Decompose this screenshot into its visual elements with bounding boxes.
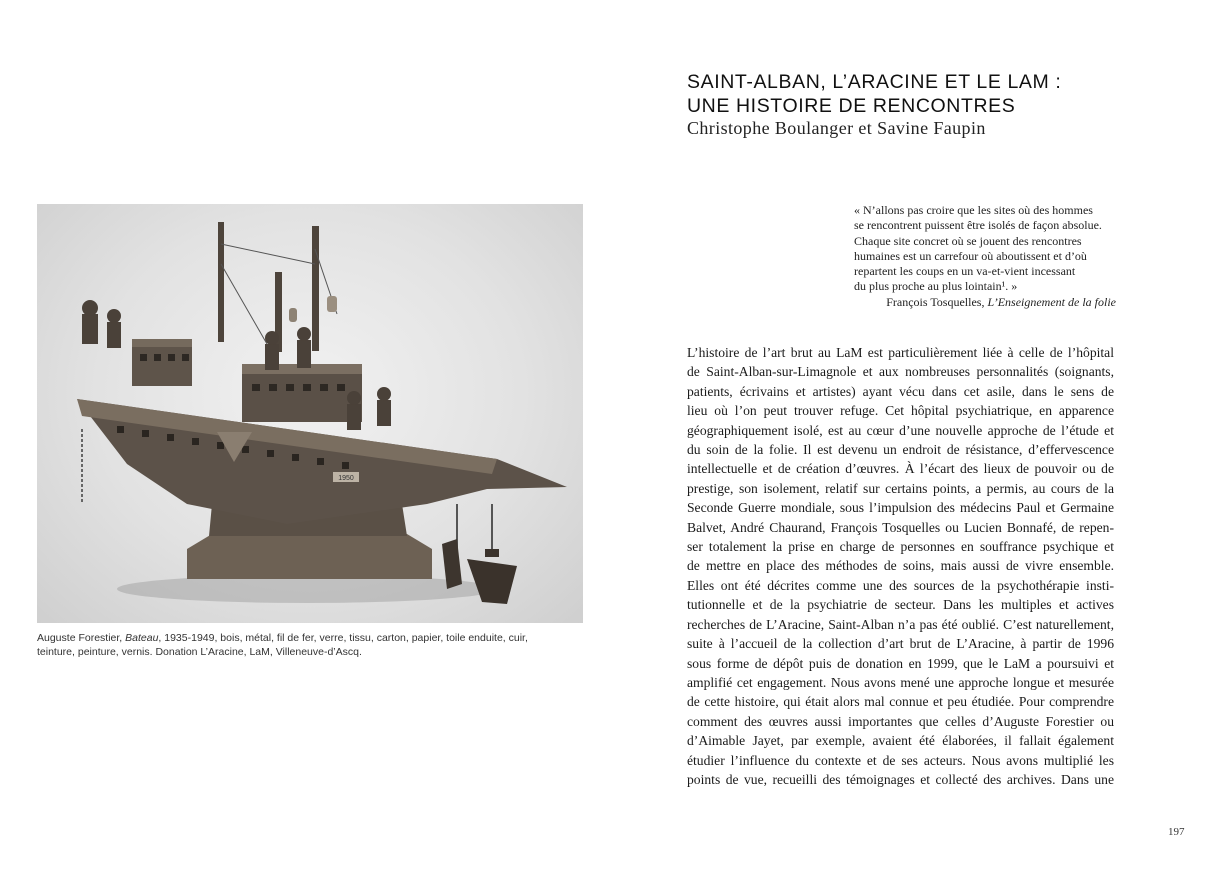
body-line: du soin de la folie. Il est devenu un endroit de résistance, d’effervescence xyxy=(687,442,1114,458)
body-line: patients, écrivains et artistes) ayant vécu dans cet asile, dans le sens de xyxy=(687,383,1114,399)
body-line: L’histoire de l’art brut au LaM est particulièrement liée à celle de l’hôpital xyxy=(687,345,1114,360)
epigraph-line: « N’allons pas croire que les sites où des hommes xyxy=(854,203,1093,217)
body-line: de mettre en place des méthodes de soins, mais aussi de vivre ensemble. xyxy=(687,558,1114,574)
epigraph-source: L’Enseignement de la folie xyxy=(987,294,1116,309)
body-line: lieu où l’on peut trouver refuge. Cet hôpital psychiatrique, en apparence xyxy=(687,403,1114,419)
title-line-2: UNE HISTOIRE DE RENCONTRES xyxy=(687,95,1016,117)
body-line: recherches de L’Aracine, Saint-Alban n’a pas été oublié. C’est naturellement, xyxy=(687,616,1114,632)
epigraph-author: François Tosquelles, xyxy=(886,294,988,309)
body-line: tutionnelle et de la psychiatrie de secteur. Dans les multiples et actives xyxy=(687,597,1114,613)
body-line: Seconde Guerre mondiale, sous l’impulsion des médecins Paul et Germaine xyxy=(687,500,1114,516)
body-line: de cette histoire, qui était alors mal connue et peu étudiée. Pour comprendre xyxy=(687,694,1114,710)
article-title xyxy=(687,70,1167,118)
caption-materials: , 1935-1949, bois, métal, fil de fer, verre, tissu, carton, papier, toile enduite, cuir, xyxy=(158,632,528,644)
body-line: amplifié cet engagement. Nous avons mené une approche longue et mesurée xyxy=(687,674,1114,690)
body-line: sous forme de dépôt puis de donation en 1999, que le LaM a poursuivi et xyxy=(687,655,1114,671)
page-number: 197 xyxy=(1168,826,1185,838)
epigraph-line: Chaque site concret où se jouent des rencontres xyxy=(854,233,1082,248)
epigraph-quote xyxy=(854,203,1116,310)
hull-plate-text: 1950 xyxy=(338,475,354,482)
artwork-photo xyxy=(37,204,583,623)
body-line: étudier l’influence du contexte et de ses acteurs. Nous avons multiplié les xyxy=(687,752,1114,768)
epigraph-line: se rencontrent puissent être isolés de façon absolue. xyxy=(854,218,1102,233)
epigraph-line: humaines est un carrefour où aboutissent et d’où xyxy=(854,248,1087,263)
body-line: de Saint-Alban-sur-Limagnole et aux nombreuses personnalités (soignants, xyxy=(687,364,1114,380)
epigraph-line: repartent les coups en un va-et-vient incessant xyxy=(854,264,1076,279)
figure-caption xyxy=(37,632,537,659)
article-authors: Christophe Boulanger et Savine Faupin xyxy=(687,118,986,138)
body-line: intellectuelle et de création d’œuvres. À l’écart des lieux de pouvoir ou de xyxy=(687,461,1114,477)
body-line: ser totalement la prise en charge de personnes en souffrance psychique et xyxy=(687,539,1114,555)
caption-artist: Auguste Forestier, xyxy=(37,632,126,644)
boat-sculpture-image xyxy=(37,204,583,623)
caption-work-title: Bateau xyxy=(125,632,159,644)
body-line: comment des œuvres aussi importantes que celles d’Auguste Forestier ou xyxy=(687,713,1114,729)
title-line-1: SAINT-ALBAN, L’ARACINE ET LE LAM : xyxy=(687,71,1062,93)
body-text xyxy=(687,343,1114,789)
body-line: Elles ont été décrites comme une des sources de la psychothérapie insti- xyxy=(687,577,1114,593)
epigraph-attribution xyxy=(854,295,1116,310)
body-line: prestige, son isolement, relatif sur certains points, a permis, au cours de la xyxy=(687,480,1114,496)
body-line: géographiquement isolé, est au cœur d’une nouvelle approche de l’étude et xyxy=(687,422,1114,438)
body-line: d’Aimable Jayet, par exemple, avaient été élaborées, il fallait également xyxy=(687,733,1114,749)
epigraph-line: du plus proche au plus lointain¹. » xyxy=(854,279,1018,294)
body-line: points de vue, recueilli des témoignages et collecté des archives. Dans une xyxy=(687,771,1114,787)
body-line: Balvet, André Chaurand, François Tosquelles ou Lucien Bonnafé, de repen- xyxy=(687,519,1114,535)
body-line: suite à l’accueil de la collection d’art brut de L’Aracine, à partir de 1996 xyxy=(687,636,1114,652)
caption-credit: teinture, peinture, vernis. Donation L’Aracine, LaM, Villeneuve-d’Ascq. xyxy=(37,645,362,658)
